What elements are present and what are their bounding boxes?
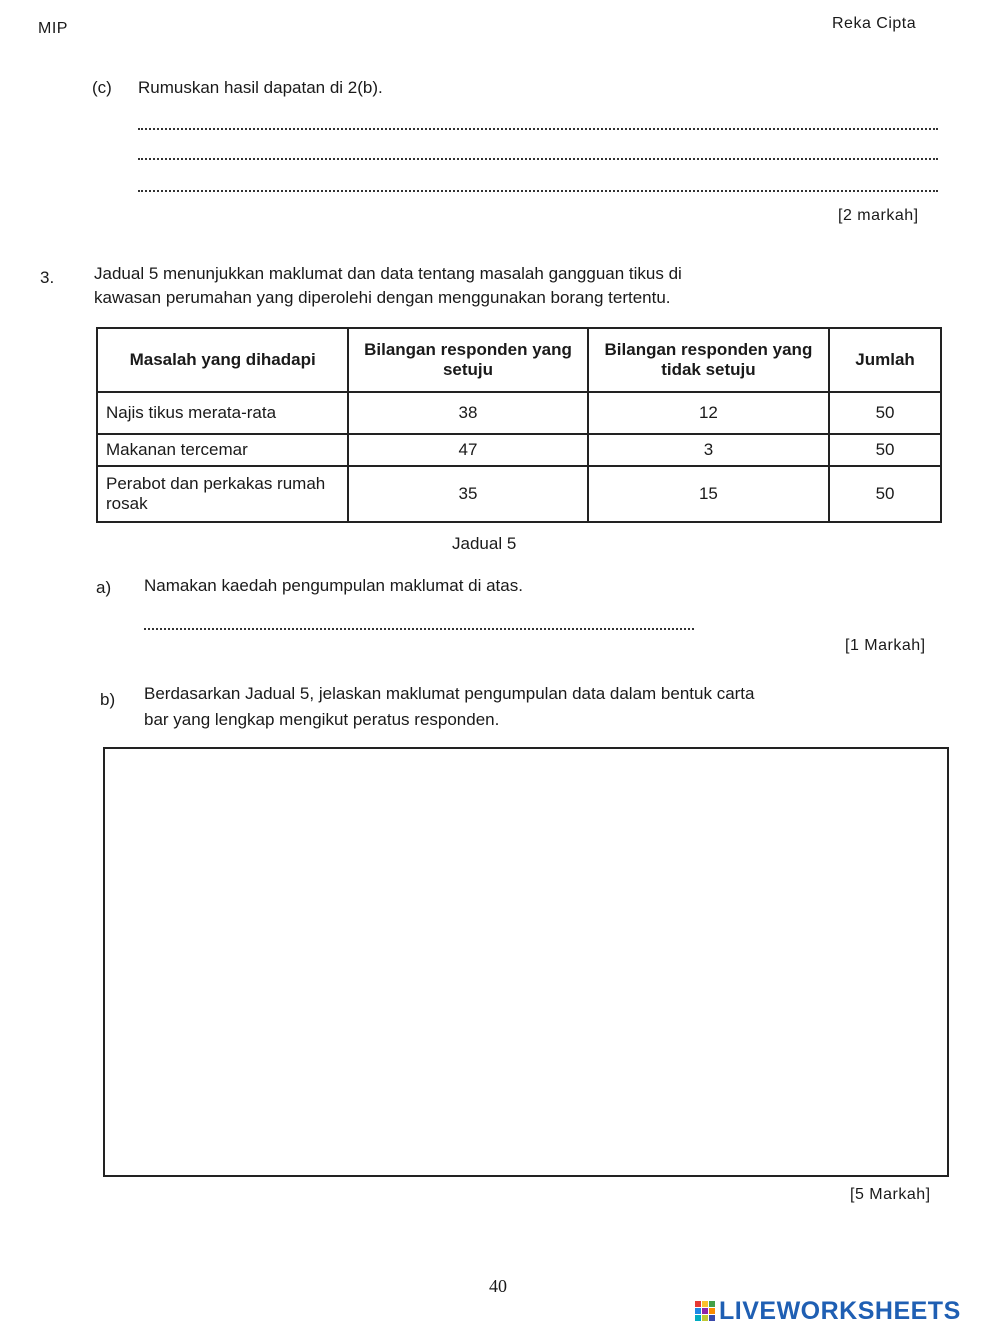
q2c-label: (c) <box>92 78 112 97</box>
cell-setuju: 47 <box>348 434 587 466</box>
cell-tidak-setuju: 12 <box>588 392 829 434</box>
cell-jumlah: 50 <box>829 466 941 522</box>
cell-tidak-setuju: 15 <box>588 466 829 522</box>
q3a-label: a) <box>96 578 112 597</box>
cell-jumlah: 50 <box>829 434 941 466</box>
q3-intro-line-2: kawasan perumahan yang diperolehi dengan menggunakan borang tertentu. <box>94 288 671 307</box>
q3b-answer-box[interactable] <box>103 747 949 1177</box>
liveworksheets-logo <box>695 1296 995 1326</box>
col-header-masalah: Masalah yang dihadapi <box>97 328 348 392</box>
col-header-jumlah: Jumlah <box>829 328 941 392</box>
q3a-text: Namakan kaedah pengumpulan maklumat di atas. <box>144 576 523 595</box>
q3-number: 3. <box>40 268 55 287</box>
table-row <box>97 466 941 522</box>
cell-masalah: Perabot dan perkakas rumah rosak <box>97 466 348 522</box>
header-right: Reka Cipta <box>832 15 917 32</box>
cell-jumlah: 50 <box>829 392 941 434</box>
q3b-label: b) <box>100 690 116 709</box>
q2c-answer-line-2[interactable] <box>138 158 938 160</box>
cell-tidak-setuju: 3 <box>588 434 829 466</box>
q3b-marks: [5 Markah] <box>850 1186 931 1203</box>
col-header-tidak-setuju: Bilangan responden yang tidak setuju <box>588 328 829 392</box>
logo-text: LIVEWORKSHEETS <box>719 1296 961 1325</box>
table-header-row <box>97 328 941 392</box>
logo-mark-icon <box>695 1301 715 1321</box>
q2c-answer-line-3[interactable] <box>138 190 938 192</box>
data-table <box>96 327 942 523</box>
q3b-text-line-1: Berdasarkan Jadual 5, jelaskan maklumat pengumpulan data dalam bentuk carta <box>144 684 755 703</box>
q2c-answer-line-1[interactable] <box>138 128 938 130</box>
q2c-text: Rumuskan hasil dapatan di 2(b). <box>138 78 383 97</box>
q3a-marks: [1 Markah] <box>845 637 926 654</box>
table-row <box>97 392 941 434</box>
q3a-answer-line[interactable] <box>144 628 694 630</box>
col-header-setuju: Bilangan responden yang setuju <box>348 328 587 392</box>
table-row <box>97 434 941 466</box>
cell-setuju: 38 <box>348 392 587 434</box>
q2c-marks: [2 markah] <box>838 207 919 224</box>
cell-setuju: 35 <box>348 466 587 522</box>
header-left: MIP <box>38 20 68 37</box>
q3b-text-line-2: bar yang lengkap mengikut peratus responden. <box>144 710 500 729</box>
q3-intro-line-1: Jadual 5 menunjukkan maklumat dan data tentang masalah gangguan tikus di <box>94 264 682 283</box>
table-caption: Jadual 5 <box>452 534 517 553</box>
cell-masalah: Makanan tercemar <box>97 434 348 466</box>
cell-masalah: Najis tikus merata-rata <box>97 392 348 434</box>
page-number: 40 <box>489 1276 507 1296</box>
